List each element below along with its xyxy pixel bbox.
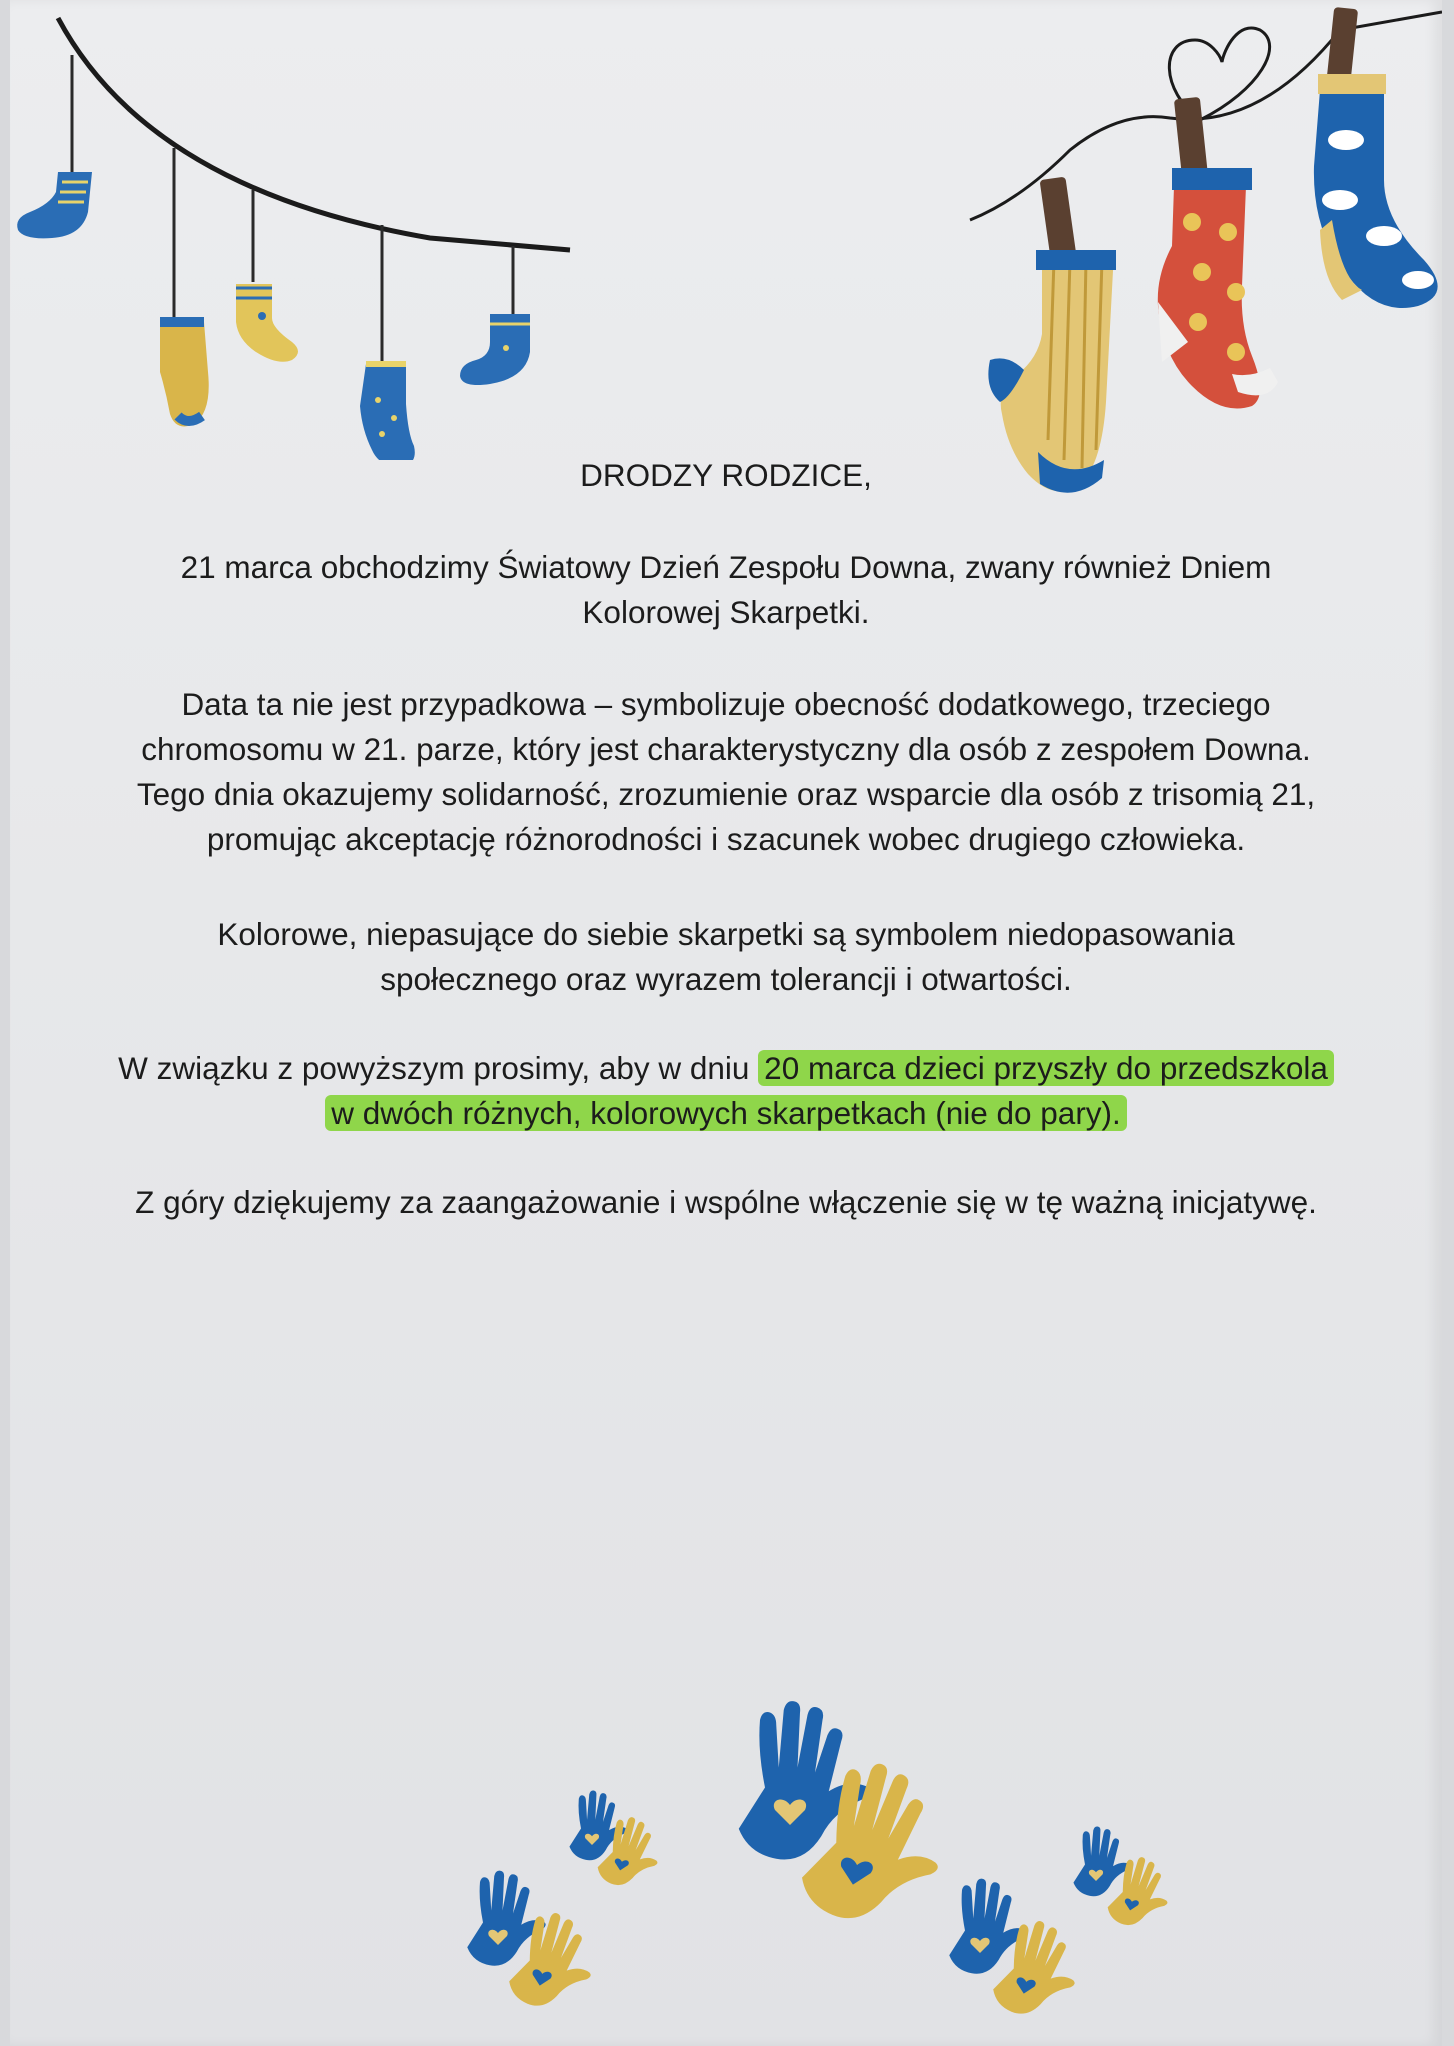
socks-symbol-line-2: społecznego oraz wyrazem tolerancji i otwartości. [380,961,1072,997]
letter-page [10,0,1442,2046]
greeting-text: DRODZY RODZICE, [580,457,872,493]
date-meaning-line-2: chromosomu w 21. parze, który jest charakterystyczny dla osób z zespołem Downa. [141,731,1311,767]
intro-line-2: Kolorowej Skarpetki. [582,594,870,630]
thanks-line: Z góry dziękujemy za zaangażowanie i wspólne włączenie się w tę ważną inicjatywę. [135,1184,1317,1220]
socks-symbol-line-1: Kolorowe, niepasujące do siebie skarpetki są symbolem niedopasowania [217,916,1235,952]
request-highlight-2: w dwóch różnych, kolorowych skarpetkach (nie do pary). [325,1095,1127,1131]
date-meaning-line-3: Tego dnia okazujemy solidarność, zrozumienie oraz wsparcie dla osób z trisomią 21, [136,776,1316,812]
date-meaning-line-1: Data ta nie jest przypadkowa – symbolizuje obecność dodatkowego, trzeciego [181,686,1271,722]
handprints-icon [10,0,1442,2046]
request-highlight-1: 20 marca dzieci przyszły do przedszkola [758,1050,1334,1086]
request-line-1-plain: W związku z powyższym prosimy, aby w dniu [118,1050,759,1086]
intro-line-1: 21 marca obchodzimy Światowy Dzień Zespołu Downa, zwany również Dniem [180,549,1272,585]
date-meaning-line-4: promując akceptację różnorodności i szacunek wobec drugiego człowieka. [206,821,1246,857]
